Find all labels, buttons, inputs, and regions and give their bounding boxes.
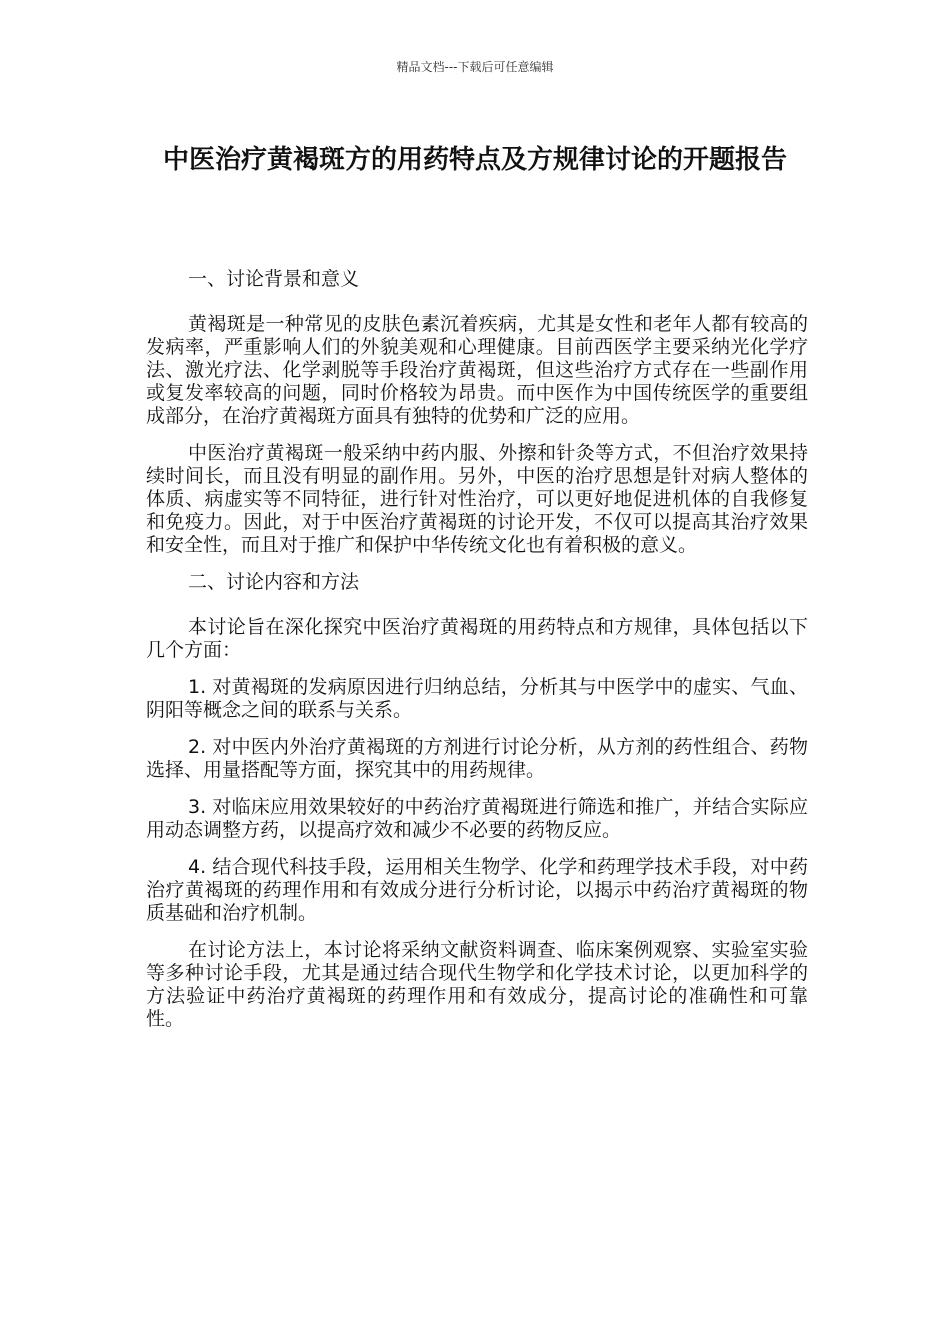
list-item: 1. 对黄褐斑的发病原因进行归纳总结，分析其与中医学中的虚实、气血、阴阳等概念之间的联系与关系。 (146, 676, 808, 721)
document-title: 中医治疗黄褐斑方的用药特点及方规律讨论的开题报告 (162, 145, 787, 175)
list-item: 2. 对中医内外治疗黄褐斑的方剂进行讨论分析，从方剂的药性组合、药物选择、用量搭配等方面，探究其中的用药规律。 (146, 736, 808, 781)
paragraph: 中医治疗黄褐斑一般采纳中药内服、外擦和针灸等方式，不但治疗效果持续时间长，而且没有明显的副作用。另外，中医的治疗思想是针对病人整体的体质、病虚实等不同特征，进行针对性治疗，可以更好地促进机体的自我修复和免疫力。因此，对于中医治疗黄褐斑的讨论开发，不仅可以提高其治疗效果和安全性，而且对于推广和保护中华传统文化也有着积极的意义。 (146, 442, 808, 556)
paragraph: 本讨论旨在深化探究中医治疗黄褐斑的用药特点和方规律，具体包括以下几个方面： (146, 616, 808, 661)
list-item: 3. 对临床应用效果较好的中药治疗黄褐斑进行筛选和推广，并结合实际应用动态调整方药，以提高疗效和减少不必要的药物反应。 (146, 796, 808, 841)
paragraph: 黄褐斑是一种常见的皮肤色素沉着疾病，尤其是女性和老年人都有较高的发病率，严重影响人们的外貌美观和心理健康。目前西医学主要采纳光化学疗法、激光疗法、化学剥脱等手段治疗黄褐斑，但这些治疗方式存在一些副作用或复发率较高的问题，同时价格较为昂贵。而中医作为中国传统医学的重要组成部分，在治疗黄褐斑方面具有独特的优势和广泛的应用。 (146, 313, 808, 427)
section-heading-content-methods: 二、讨论内容和方法 (188, 571, 360, 593)
page-header: 精品文档---下载后可任意编辑 (396, 60, 554, 74)
section-heading-background: 一、讨论背景和意义 (188, 268, 360, 290)
paragraph: 在讨论方法上，本讨论将采纳文献资料调查、临床案例观察、实验室实验等多种讨论手段，尤其是通过结合现代生物学和化学技术讨论，以更加科学的方法验证中药治疗黄褐斑的药理作用和有效成分，提高讨论的准确性和可靠性。 (146, 939, 808, 1030)
document-body (146, 268, 808, 1045)
list-item: 4. 结合现代科技手段，运用相关生物学、化学和药理学技术手段，对中药治疗黄褐斑的药理作用和有效成分进行分析讨论，以揭示中药治疗黄褐斑的物质基础和治疗机制。 (146, 856, 808, 924)
